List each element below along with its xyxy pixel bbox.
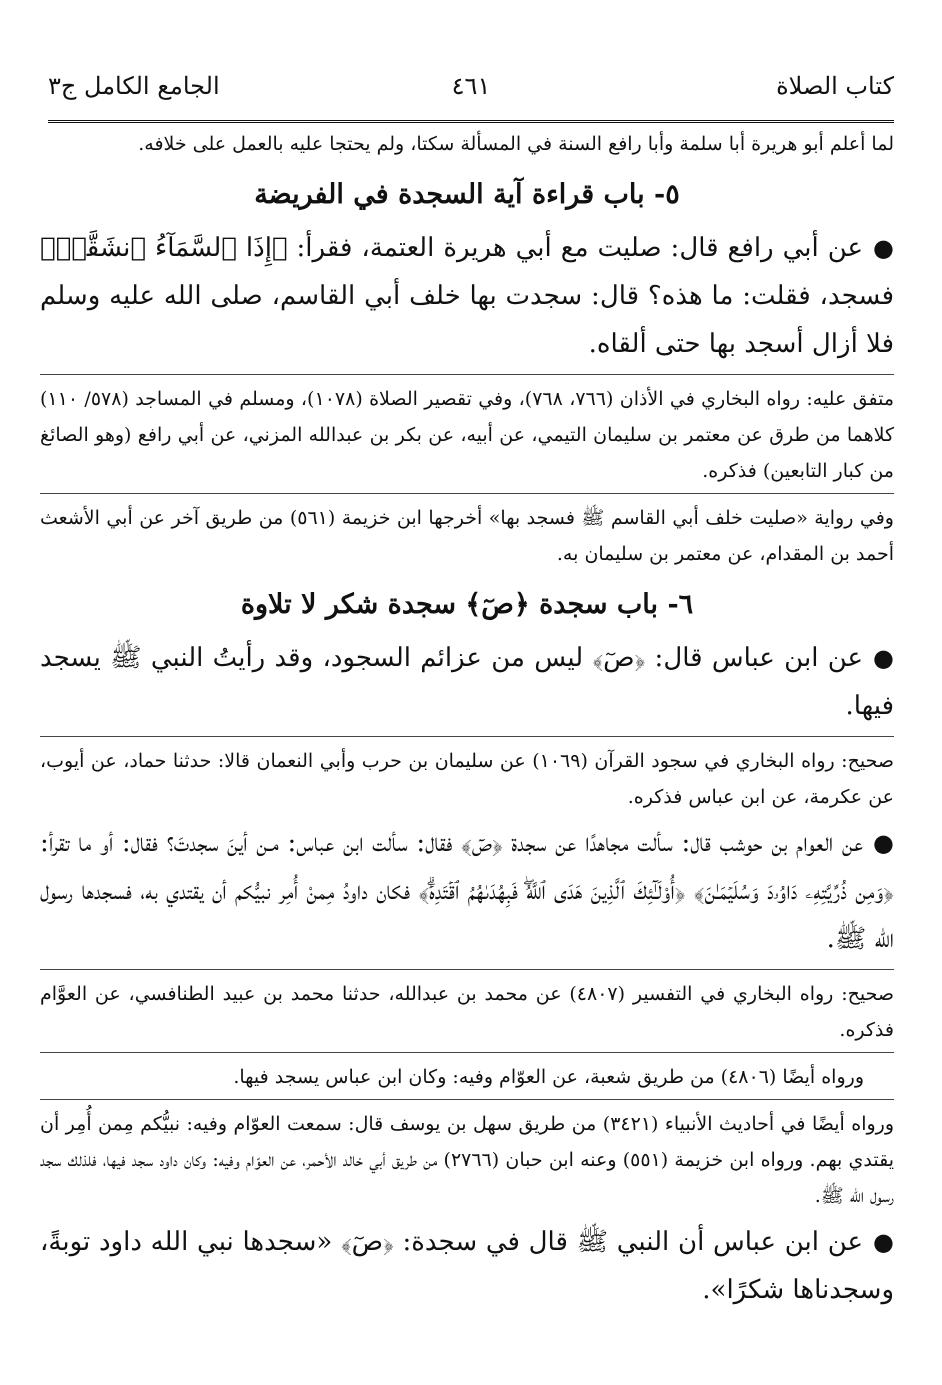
- hadith-body: عن العوام بن حوشب قال: سألت مجاهدًا عن سجدة ﴿صٓ﴾ فقال: سألت ابن عباس: مـن أينَ سجدتَ؟ فقال: أو ما تقرأ: ﴿وَمِن ذُرِّيَّتِهِۦ دَاوُۥدَ وَسُلَيۡمَـٰنَ﴾ ﴿أُوْلَـٰٓئِكَ ٱلَّذِينَ هَدَى ٱللَّهُۖ فَبِهُدَىٰهُمُ ٱقۡتَدِهۡۗ﴾ فكان داودُ مِمنْ أُمِر نبيُّكم أن يقتدي به، فسجدها رسول الله ﷺ.: [40, 828, 894, 954]
- takhrij-note: متفق عليه: رواه البخاري في الأذان (٧٦٦، ٧٦٨)، وفي تقصير الصلاة (١٠٧٨)، ومسلم في المساجد (٥٧٨/ ١١٠) كلاهما من طرق عن معتمر بن سليمان التيمي، عن أبيه، عن بكر بن عبدالله المزني، عن أبي رافع (وهو الصائغ من كبار التابعين) فذكره.: [40, 388, 895, 482]
- takhrij-note: صحيح: رواه البخاري في سجود القرآن (١٠٦٩) عن سليمان بن حرب وأبي النعمان قالا: حدثنا حماد، عن أيوب، عن عكرمة، عن ابن عباس فذكره.: [40, 750, 894, 808]
- hadith-body: عن ابن عباس قال: ﴿صٓ﴾ ليس من عزائم السجود، وقد رأيتُ النبي ﷺ يسجد فيها.: [40, 643, 894, 721]
- takhrij-note: وفي رواية «صليت خلف أبي القاسم ﷺ فسجد بها» أخرجها ابن خزيمة (٥٦١) من طريق آخر عن أبي الأشعث أحمد بن المقدام، عن معتمر بن سليمان به.: [40, 507, 894, 565]
- chapter-heading-6: ٦- باب سجدة ﴿صٓ﴾ سجدة شكر لا تلاوة: [240, 589, 694, 620]
- book-section-title: كتاب الصلاة: [776, 72, 894, 100]
- page-number: ٤٦١: [451, 72, 491, 100]
- page-content: [40, 126, 894, 1320]
- hadith-text: [40, 819, 894, 963]
- running-header: [48, 68, 894, 123]
- bullet-icon: ●: [873, 644, 894, 672]
- bullet-icon: ●: [873, 234, 894, 262]
- divider: [40, 1052, 894, 1053]
- takhrij-note: ورواه أيضًا (٤٨٠٦) من طريق شعبة، عن العوّام وفيه: وكان ابن عباس يسجد فيها.: [233, 1066, 864, 1088]
- hadith-body: عن أبي رافع قال: صليت مع أبي هريرة العتمة، فقرأ: ﴿إِذَا ٱلسَّمَآءُ ٱنشَقَّتۡ﴾ فسجد، فقلت: ما هذه؟ قال: سجدت بها خلف أبي القاسم، صلى الله عليه وسلم فلا أزال أسجد بها حتى ألقاه.: [40, 233, 894, 359]
- hadith-text: [40, 634, 894, 730]
- bullet-icon: ●: [873, 1228, 894, 1256]
- divider: [40, 493, 894, 494]
- hadith-text: [40, 224, 894, 368]
- chapter-heading-5: ٥- باب قراءة آية السجدة في الفريضة: [254, 179, 680, 210]
- divider: [40, 969, 894, 970]
- volume-title: الجامع الكامل ج٣: [48, 72, 220, 100]
- divider: [40, 374, 894, 375]
- hadith-text: [40, 1218, 894, 1314]
- takhrij-note: صحيح: رواه البخاري في التفسير (٤٨٠٧) عن محمد بن عبدالله، حدثنا محمد بن عبيد الطنافسي، عن العوَّام فذكره.: [40, 983, 894, 1041]
- continuation-paragraph: لما أعلم أبو هريرة أبا سلمة وأبا رافع السنة في المسألة سكتا، ولم يحتجا عليه بالعمل على خلافه.: [138, 133, 894, 155]
- divider: [40, 1099, 894, 1100]
- bullet-icon: ●: [873, 829, 894, 857]
- takhrij-note: ورواه أيضًا في أحاديث الأنبياء (٣٤٢١) من طريق سهل بن يوسف قال: سمعت العوّام وفيه: نبيُّكم مِمن أُمِر أن يقتدي بهم. ورواه ابن خزيمة (٥٥١) وعنه ابن حبان (٢٧٦٦) من طريق أبي خالد الأحمر، عن العوّام وفيه: وكان داود سجد فيها، فلذلك سجد رسول الله ﷺ.: [40, 1113, 894, 1207]
- hadith-body: عن ابن عباس أن النبي ﷺ قال في سجدة: ﴿صٓ﴾ «سجدها نبي الله داود توبةً، وسجدناها شكرًا».: [40, 1227, 894, 1305]
- divider: [40, 736, 894, 737]
